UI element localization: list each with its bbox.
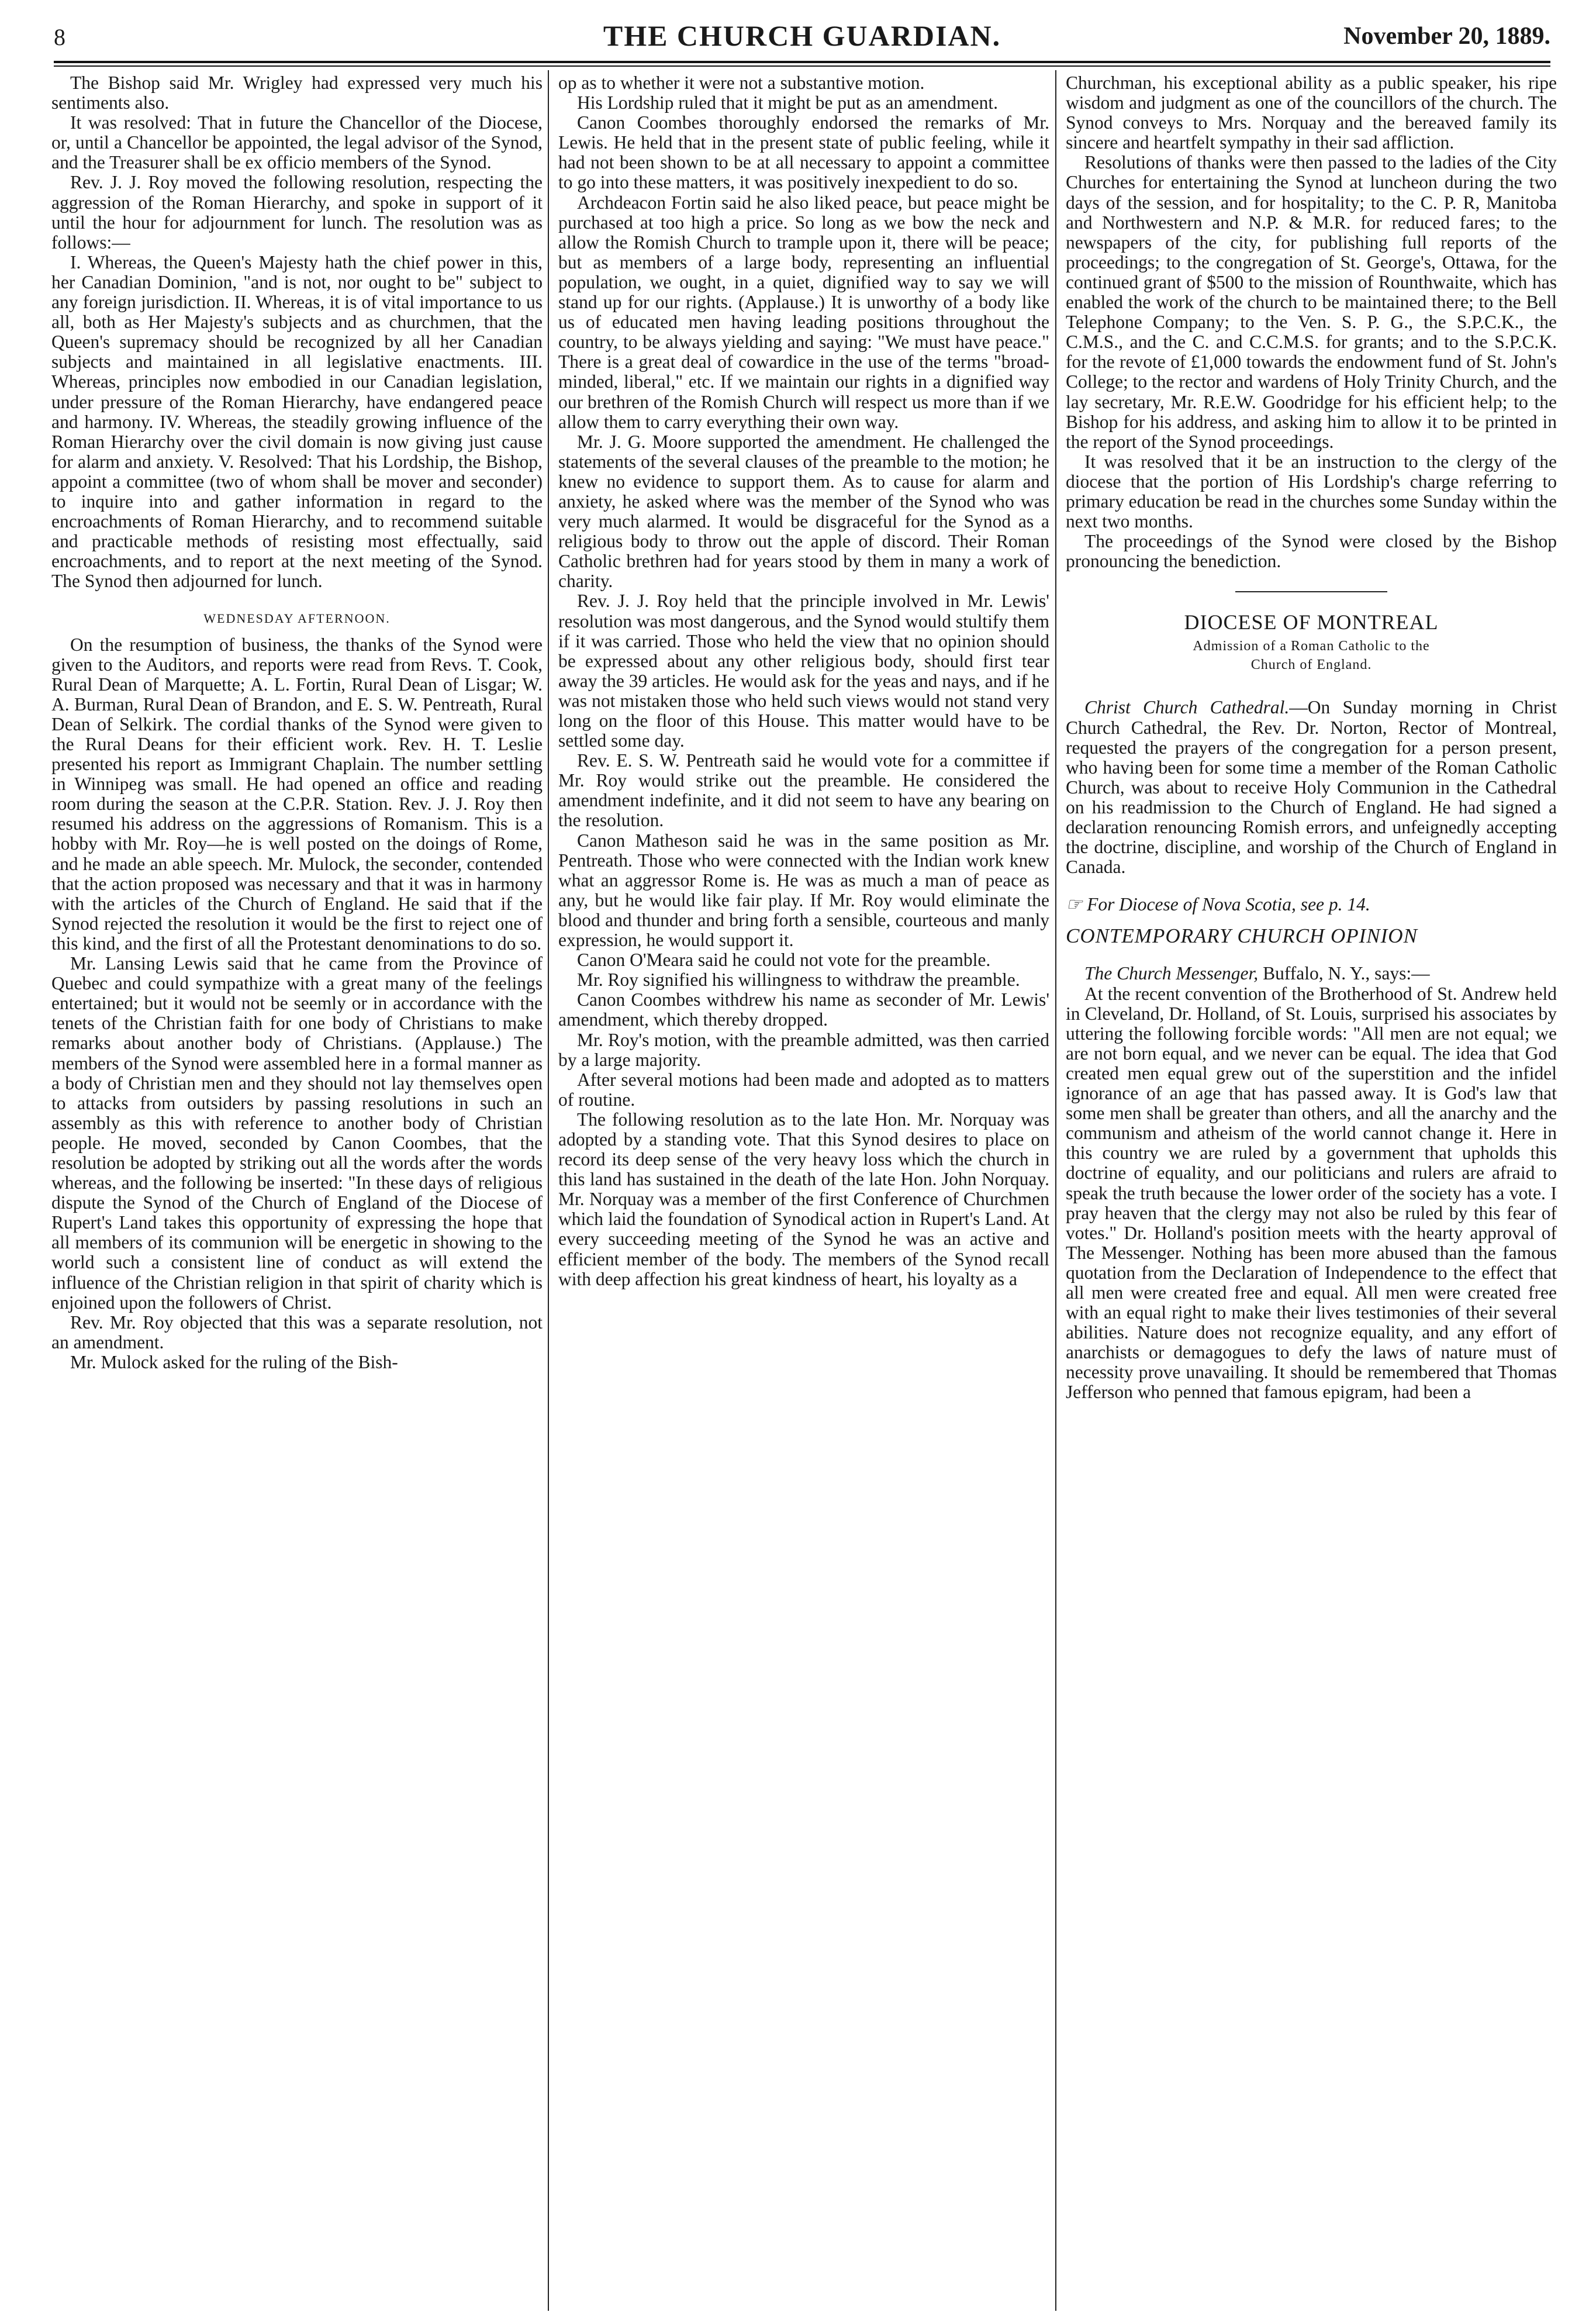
paragraph: Rev. E. S. W. Pentreath said he would vote for a committee if Mr. Roy would strike out the preamble. He considered the amendment indefinite, and it did not seem to have any bearing on the resolution. [558, 750, 1049, 831]
paragraph [1066, 698, 1557, 877]
paragraph: Mr. J. G. Moore supported the amendment. He challenged the statements of the several clauses of the preamble to the motion; he knew no evidence to support them. As to cause for alarm and anxiety, he asked where was the member of the Synod who was very much alarmed. It would be disgraceful for the Synod as a religious body to throw out the apple of discord. Their Roman Catholic brethren had for years stood by them in many a work of charity. [558, 431, 1049, 592]
section-title: DIOCESE OF MONTREAL [1184, 610, 1439, 634]
section-subtitle-line: Church of England. [1250, 657, 1372, 673]
paragraph: Mr. Roy signified his willingness to withdraw the preamble. [577, 969, 1020, 991]
paragraph: Rev. J. J. Roy moved the following resolution, respecting the aggression of the Roman Hierarchy, and spoke in support of it until the hour for adjournment for lunch. The resolution was as follows:— [51, 172, 543, 253]
paragraph: Rev. J. J. Roy held that the principle involved in Mr. Lewis' resolution was most dangerous, and the Synod would stultify them if it was carried. Those who held the view that no opinion should be expressed about any other religious body, should first tear away the 39 articles. He would ask for the yeas and nays, and if he was not mistaken those who held such views would not stand very long on the floor of this House. This matter would have to be settled some day. [558, 591, 1049, 751]
note-text: For Diocese of Nova Scotia, see p. 14. [1087, 894, 1370, 915]
column-divider [1055, 70, 1056, 2311]
paragraph: Mr. Roy's motion, with the preamble admitted, was then carried by a large majority. [558, 1029, 1049, 1070]
paragraph: Canon Coombes thoroughly endorsed the remarks of Mr. Lewis. He held that in the present state of public feeling, while it had not been shown to be at all necessary to appoint a committee to go into these matters, it was positively inexpedient to do so. [558, 112, 1049, 193]
column-2 [558, 73, 1049, 2310]
paragraph: Archdeacon Fortin said he also liked peace, but peace might be purchased at too high a price. So long as we bow the neck and allow the Romish Church to trample upon it, there will be peace; but as members of a large body, representing an influential population, we ought, in a quiet, dignified way to say we will stand up for our rights. (Applause.) It is unworthy of a body like us of educated men having leading positions throughout the country, to be always yielding and saying: "We must have peace." There is a great deal of cowardice in the use of the terms "broad-minded, liberal," etc. If we maintain our rights in a dignified way our brethren of the Romish Church will respect us more than if we allow them to carry everything their own way. [558, 192, 1049, 432]
column-1 [51, 73, 543, 2310]
section-rule [1235, 591, 1387, 592]
page-header [54, 14, 1550, 58]
paragraph: Canon Coombes withdrew his name as seconder of Mr. Lewis' amendment, which thereby dropped. [558, 989, 1049, 1030]
paragraph: Rev. Mr. Roy objected that this was a separate resolution, not an amendment. [51, 1312, 543, 1352]
paragraph: Canon O'Meara said he could not vote for the preamble. [577, 950, 991, 971]
paragraph: Churchman, his exceptional ability as a public speaker, his ripe wisdom and judgment as one of the councillors of the church. The Synod conveys to Mrs. Norquay and the bereaved family its sincere and heartfelt sympathy in their sad affliction. [1066, 73, 1557, 153]
paragraph-body: Buffalo, N. Y., says:— [1258, 963, 1430, 984]
paragraph-body: —On Sunday morning in Christ Church Cathedral, the Rev. Dr. Norton, Rector of Montreal, requested the prayers of the congregation for a person present, who having been for some time a member of the Roman Catholic Church, was about to receive Holy Communion in the Cathedral on his readmission to the Church of England. He had signed a declaration renouncing Romish errors, and unfeignedly accepting the doctrine, discipline, and worship of the Church of England in Canada. [1066, 697, 1557, 878]
paragraph: His Lordship ruled that it might be put as an amendment. [577, 92, 998, 113]
section-subtitle [1066, 637, 1557, 674]
paragraph: The Bishop said Mr. Wrigley had expressed very much his sentiments also. [51, 73, 543, 113]
issue-date: November 20, 1889. [1343, 23, 1550, 50]
paragraph: It was resolved: That in future the Chancellor of the Diocese, or, until a Chancellor be appointed, the legal advisor of the Synod, and the Treasurer shall be ex officio members of the Synod. [51, 112, 543, 173]
paragraph: Mr. Lansing Lewis said that he came from the Province of Quebec and could sympathize with a great many of the feelings entertained; but it would not be seemly or in accordance with the tenets of the Christian faith for one body of Christians to make remarks about another body of Christians. (Applause.) The members of the Synod were assembled here in a formal manner as a body of Christian men and they should not lay themselves open to attacks from outsiders by passing resolutions in such an assembly as this with reference to another body of Christian people. He moved, seconded by Canon Coombes, that the resolution be adopted by striking out all the words after the words whereas, and the following be inserted: "In these days of religious dispute the Synod of the Church of England of the Diocese of Rupert's Land takes this opportunity of expressing the hope that all members of its communion will be energetic in showing to the world such a consistent line of conduct as will extend the influence of the Christian religion in that spirit of charity which is enjoined upon the followers of Christ. [51, 953, 543, 1313]
paragraph: Resolutions of thanks were then passed to the ladies of the City Churches for entertaining the Synod at luncheon during the two days of the session, and for hospitality; to the C. P. R, Manitoba and Northwestern and N.P. & M.R. for reduced fares; to the newspapers of the city, for publishing full reports of the proceedings; to the congregation of St. George's, Ottawa, for the continued grant of $500 to the mission of Rounthwaite, which has enabled the work of the church to be maintained there; to the Bell Telephone Company; to the Ven. S. P. G., the S.P.C.K., the C.M.S., and the C. and C.C.M.S. for grants; and to the S.P.C.K. for the revote of £1,000 towards the endowment fund of St. John's College; to the rector and wardens of Holy Trinity Church, and the lay secretary, Mr. R.E.W. Goodridge for his efficient help; to the Bishop for his address, and asking him to allow it to be printed in the report of the Synod proceedings. [1066, 152, 1557, 452]
paragraph: Canon Matheson said he was in the same position as Mr. Pentreath. Those who were connected with the Indian work knew what an aggressor Rome is. He was as much a man of peace as any, but he would like fair play. If Mr. Roy would eliminate the blood and thunder and bring forth a sensible, courteous and manly expression, he would support it. [558, 830, 1049, 951]
paragraph: At the recent convention of the Brotherhood of St. Andrew held in Cleveland, Dr. Holland, of St. Louis, surprised his associates by uttering the following forcible words: "All men are not equal; we are not born equal, and we never can be equal. The idea that God created men equal grew out of the superstition and the infidel ignorance of an age that has passed away. It is God's law that some men shall be greater than others, and all the anarchy and the communism and atheism of the world cannot change it. Here in this country we are ruled by a government that upholds this doctrine of equality, and our politicians and rulers are afraid to speak the truth because the lower order of the society has a vote. I pray heaven that the clergy may not also be ruled by this fear of votes." Dr. Holland's position meets with the hearty approval of The Messenger. Nothing has been more abused than the famous quotation from the Declaration of Independence to the effect that all men were created free and equal. All men were created free with an equal right to make their lives testimonies of their several abilities. Nature does not recognize equality, and any effort of anarchists or demagogues to defy the laws of nature must of necessity prove unavailing. It should be remembered that Thomas Jefferson who penned that famous epigram, had been a [1066, 983, 1557, 1403]
paragraph: op as to whether it were not a substantive motion. [558, 73, 925, 93]
section-title: CONTEMPORARY CHURCH OPINION [1066, 924, 1418, 948]
paragraph: Mr. Mulock asked for the ruling of the Bish- [70, 1351, 398, 1372]
masthead-title: THE CHURCH GUARDIAN. [603, 19, 1001, 52]
paragraph [1066, 964, 1557, 983]
pointing-hand-icon: ☞ [1066, 894, 1083, 915]
cross-reference-note [1066, 895, 1557, 915]
paragraph: It was resolved that it be an instruction to the clergy of the diocese that the portion of His Lordship's charge referring to primary education be read in the churches some Sunday within the next two months. [1066, 451, 1557, 532]
paragraph-lead: Christ Church Cathedral. [1084, 697, 1290, 718]
subheading: WEDNESDAY AFTERNOON. [203, 611, 391, 626]
column-3 [1066, 73, 1557, 2310]
page-number: 8 [54, 24, 65, 50]
resolution-text: I. Whereas, the Queen's Majesty hath the chief power in this, her Canadian Dominion, "and is not, nor ought to be" subject to any foreign jurisdiction. II. Whereas, it is of vital importance to us all, both as Her Majesty's subjects and as churchmen, that the Queen's supremacy should be recognized by all her Canadian subjects and maintained in all legislative enactments. III. Whereas, principles now embodied in our Canadian legislation, under pressure of the Roman Hierarchy, have endangered peace and harmony. IV. Whereas, the steadily growing influence of the Roman Hierarchy over the civil domain is now giving just cause for alarm and anxiety. V. Resolved: That his Lordship, the Bishop, appoint a committee (two of whom shall be mover and seconder) to inquire into and gather information in regard to the encroachments of Roman Hierarchy, and to recommend suitable and practicable methods of resisting most effectually, said encroachments, and to report at the next meeting of the Synod. The Synod then adjourned for lunch. [51, 251, 543, 592]
paragraph: The proceedings of the Synod were closed by the Bishop pronouncing the benediction. [1066, 531, 1557, 572]
paragraph: After several motions had been made and adopted as to matters of routine. [558, 1069, 1049, 1110]
paragraph: The following resolution as to the late Hon. Mr. Norquay was adopted by a standing vote. That this Synod desires to place on record its deep sense of the very heavy loss which the church in this land has sustained in the death of the late Hon. John Norquay. Mr. Norquay was a member of the first Conference of Churchmen which laid the foundation of Synodical action in Rupert's Land. At every succeeding meeting of the Synod he was an active and efficient member of the body. The members of the Synod recall with deep affection his great kindness of heart, his loyalty as a [558, 1109, 1049, 1289]
section-subtitle-line: Admission of a Roman Catholic to the [1193, 639, 1430, 654]
column-divider [548, 70, 549, 2311]
paragraph-lead: The Church Messenger, [1084, 963, 1259, 984]
header-rule [54, 61, 1550, 67]
paragraph: On the resumption of business, the thanks of the Synod were given to the Auditors, and reports were read from Revs. T. Cook, Rural Dean of Marquette; A. L. Fortin, Rural Dean of Lisgar; W. A. Burman, Rural Dean of Brandon, and E. S. W. Pentreath, Rural Dean of Selkirk. The cordial thanks of the Synod were given to the Rural Deans for their efficient work. Rev. H. T. Leslie presented his report as Immigrant Chaplain. The number settling in Winnipeg was small. He had opened an office and reading room during the season at the C.P.R. Station. Rev. J. J. Roy then resumed his address on the aggressions of Romanism. This is a hobby with Mr. Roy—he is well posted on the doings of Rome, and he made an able speech. Mr. Mulock, the seconder, contended that the action proposed was necessary and that it was in harmony with the articles of the Church of England. He said that if the Synod rejected the resolution it would be the first to reject one of this kind, and the first of all the Protestant denominations to do so. [51, 634, 543, 954]
